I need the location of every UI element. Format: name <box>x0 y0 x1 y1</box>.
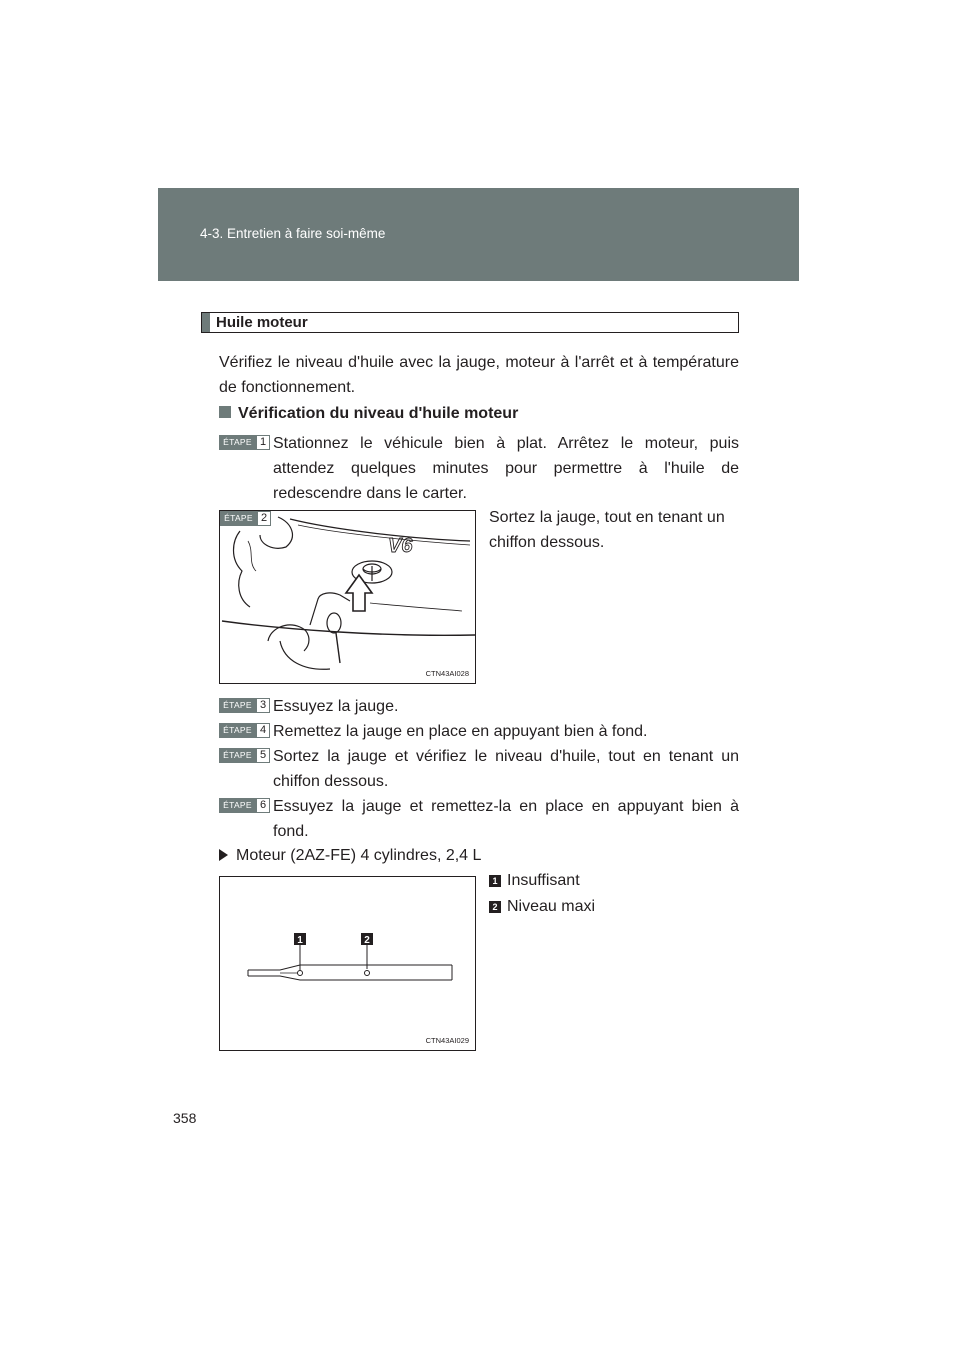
cap-outline <box>260 517 292 548</box>
step-badge-number: 2 <box>257 511 271 526</box>
step-badge-number: 1 <box>256 435 270 450</box>
figure-code: CTN43AI028 <box>425 669 469 678</box>
step-badge-number: 6 <box>256 798 270 813</box>
chapter-header <box>158 188 799 281</box>
section-title-bar <box>202 313 210 332</box>
subheading <box>219 405 518 423</box>
step-badge <box>219 798 270 813</box>
up-arrow-icon <box>346 575 372 611</box>
step-text: Remettez la jauge en place en appuyant bien à fond. <box>273 723 648 740</box>
intro-paragraph: Vérifiez le niveau d'huile avec la jauge, moteur à l'arrêt et à température de fonctionnement. <box>219 354 739 396</box>
step-badge-number: 4 <box>256 723 270 738</box>
engine-logo: V6 <box>388 535 413 557</box>
legend-number: 2 <box>489 901 501 913</box>
step-badge-word: ÉTAPE <box>219 748 256 763</box>
step-badge-word: ÉTAPE <box>220 511 257 526</box>
step-text: Stationnez le véhicule bien à plat. Arrêtez le moteur, puis attendez quelques minutes pour permettre à l'huile de redescendre dans le carter. <box>273 435 739 502</box>
triangle-bullet-icon <box>219 849 228 861</box>
step-badge-word: ÉTAPE <box>219 798 256 813</box>
step-badge-word: ÉTAPE <box>219 698 256 713</box>
legend-label: Insuffisant <box>507 872 580 889</box>
dipstick-illustration <box>220 877 475 1050</box>
step-badge <box>219 435 270 450</box>
step-badge-number: 5 <box>256 748 270 763</box>
square-bullet-icon <box>219 406 231 418</box>
step-text: Sortez la jauge et vérifiez le niveau d'huile, tout en tenant un chiffon dessous. <box>273 748 739 790</box>
step-badge <box>219 723 270 738</box>
dipstick-figure <box>219 876 476 1051</box>
engine-figure <box>219 510 476 684</box>
legend-label: Niveau maxi <box>507 898 596 915</box>
engine-note <box>219 843 739 868</box>
step-badge <box>219 748 270 763</box>
subheading-text: Vérification du niveau d'huile moteur <box>238 405 519 422</box>
callout-2: 2 <box>364 935 370 946</box>
legend-item <box>489 872 580 890</box>
engine-note-text: Moteur (2AZ-FE) 4 cylindres, 2,4 L <box>236 847 482 864</box>
legend-number: 1 <box>489 875 501 887</box>
step-badge-word: ÉTAPE <box>219 435 256 450</box>
step-2-text: Sortez la jauge, tout en tenant un chiffon dessous. <box>489 509 725 551</box>
step-text: Essuyez la jauge et remettez-la en place en appuyant bien à fond. <box>273 798 739 840</box>
section-title: Huile moteur <box>216 314 308 331</box>
chapter-title: 4-3. Entretien à faire soi-même <box>200 226 386 241</box>
step-badge <box>219 698 270 713</box>
step-badge-word: ÉTAPE <box>219 723 256 738</box>
section-title-box <box>201 312 739 333</box>
legend-item <box>489 898 595 916</box>
callout-1: 1 <box>297 935 303 946</box>
figure-code: CTN43AI029 <box>425 1036 469 1045</box>
step-text: Essuyez la jauge. <box>273 698 399 715</box>
step-badge-number: 3 <box>256 698 270 713</box>
page-number: 358 <box>173 1110 197 1126</box>
engine-illustration <box>220 511 475 683</box>
